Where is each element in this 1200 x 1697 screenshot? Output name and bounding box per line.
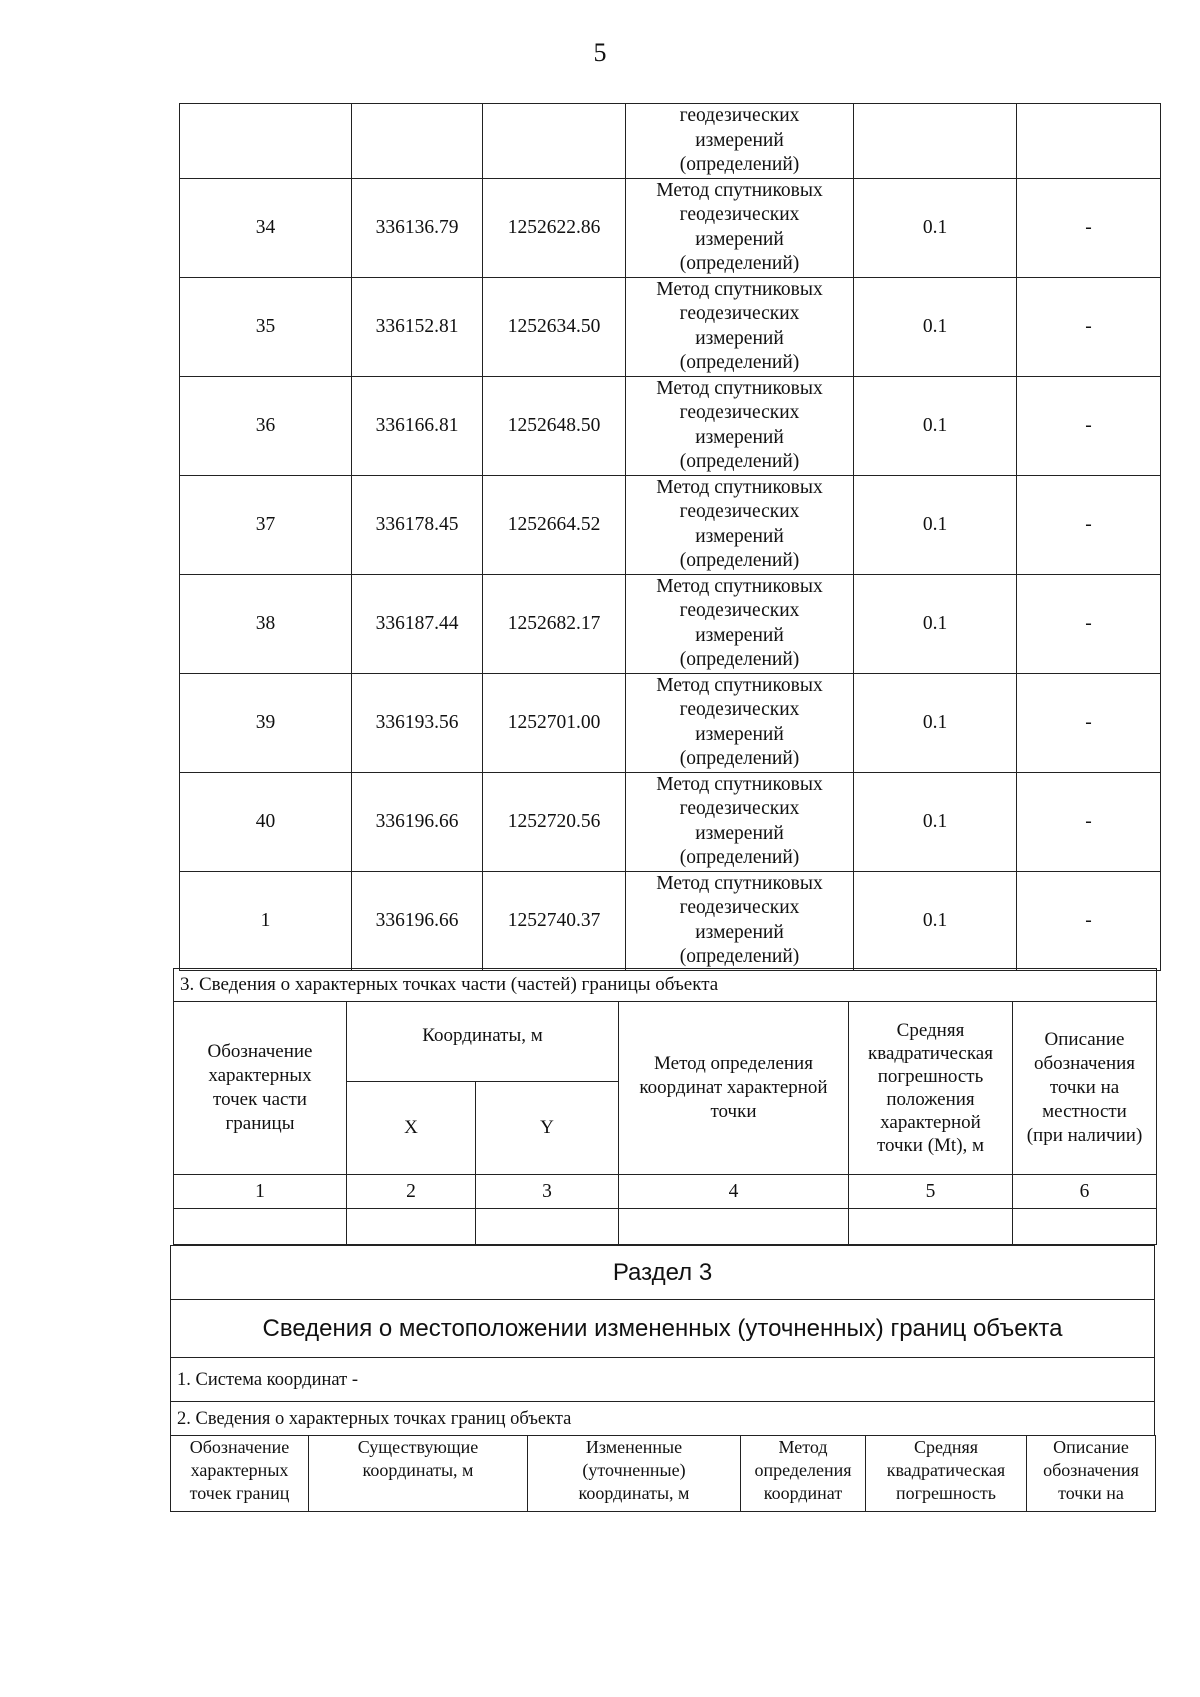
method-line: измерений (695, 327, 784, 349)
header-line: Средняя (896, 1020, 965, 1041)
header-line: точек границ (189, 1483, 290, 1503)
header-line: обозначения (1033, 1053, 1136, 1074)
cell-empty (180, 104, 352, 179)
y-coordinate-cell: 1252622.86 (483, 178, 626, 277)
points-section-title: 2. Сведения о характерных точках границ объекта (171, 1402, 1155, 1436)
method-cell (626, 673, 854, 772)
description-cell: - (1017, 871, 1161, 970)
y-coordinate-cell: 1252720.56 (483, 772, 626, 871)
header-line: Описание (1053, 1437, 1129, 1457)
header-designation (171, 1436, 309, 1512)
method-cell (626, 871, 854, 970)
table-row (180, 574, 1161, 673)
cell-empty (483, 104, 626, 179)
cell-empty (174, 1209, 347, 1245)
header-line: Существующие (357, 1437, 479, 1457)
header-line: координаты, м (362, 1460, 474, 1480)
point-id-cell: 36 (180, 376, 352, 475)
header-line: Средняя (913, 1437, 979, 1457)
cell-empty (854, 104, 1017, 179)
header-line: точки (Mt), м (876, 1135, 985, 1156)
point-id-cell: 37 (180, 475, 352, 574)
cell-empty (476, 1209, 619, 1245)
header-line: точки (710, 1101, 757, 1122)
method-line: Метод спутниковых (656, 575, 823, 597)
boundary-points-table (179, 103, 1161, 971)
accuracy-cell: 0.1 (854, 673, 1017, 772)
header-line: местности (1042, 1101, 1127, 1122)
accuracy-cell: 0.1 (854, 574, 1017, 673)
x-coordinate-cell: 336166.81 (352, 376, 483, 475)
header-line: положения (886, 1089, 975, 1110)
method-line: геодезических (679, 105, 800, 126)
section-subtitle: Сведения о местоположении измененных (уточненных) границ объекта (171, 1300, 1155, 1358)
description-cell: - (1017, 772, 1161, 871)
method-line: измерений (695, 426, 784, 448)
description-cell: - (1017, 673, 1161, 772)
method-line: геодезических (679, 204, 800, 225)
description-cell: - (1017, 376, 1161, 475)
method-cell (626, 574, 854, 673)
table-row (180, 673, 1161, 772)
column-number: 5 (849, 1175, 1013, 1209)
point-id-cell: 34 (180, 178, 352, 277)
column-number: 6 (1013, 1175, 1157, 1209)
header-line: Измененные (585, 1437, 683, 1457)
header-description (1013, 1002, 1157, 1175)
header-line: характерных (208, 1065, 312, 1086)
point-id-cell: 35 (180, 277, 352, 376)
table-row-continued (180, 104, 1161, 179)
y-coordinate-cell: 1252664.52 (483, 475, 626, 574)
method-line: геодезических (679, 699, 800, 720)
point-id-cell: 40 (180, 772, 352, 871)
header-existing-coordinates (309, 1436, 528, 1512)
accuracy-cell: 0.1 (854, 871, 1017, 970)
column-number: 4 (619, 1175, 849, 1209)
parts-section-title: 3. Сведения о характерных точках части (частей) границы объекта (174, 969, 1157, 1002)
cell-empty (347, 1209, 476, 1245)
method-line: (определений) (679, 946, 800, 967)
table-row (180, 277, 1161, 376)
method-line: Метод спутниковых (656, 278, 823, 300)
header-line: Обозначение (189, 1437, 290, 1457)
header-accuracy (849, 1002, 1013, 1175)
column-number: 1 (174, 1175, 347, 1209)
method-line: Метод спутниковых (656, 872, 823, 894)
accuracy-cell: 0.1 (854, 277, 1017, 376)
method-line: измерений (695, 624, 784, 646)
cell-empty (1013, 1209, 1157, 1245)
x-coordinate-cell: 336187.44 (352, 574, 483, 673)
method-line: (определений) (679, 154, 800, 175)
method-line: измерений (695, 921, 784, 943)
header-line: Обозначение (207, 1041, 313, 1062)
method-line: геодезических (679, 501, 800, 522)
header-description (1027, 1436, 1156, 1512)
header-line: характерных (190, 1460, 289, 1480)
cell-empty (619, 1209, 849, 1245)
header-method (741, 1436, 866, 1512)
table-row (180, 178, 1161, 277)
method-line: измерений (695, 525, 784, 547)
coordinate-system: 1. Система координат - (171, 1358, 1155, 1402)
header-designation (174, 1002, 347, 1175)
y-coordinate-cell: 1252682.17 (483, 574, 626, 673)
method-line: геодезических (679, 303, 800, 324)
header-line: точки на (1058, 1483, 1124, 1503)
y-coordinate-cell: 1252648.50 (483, 376, 626, 475)
x-coordinate-cell: 336196.66 (352, 871, 483, 970)
method-line: (определений) (679, 550, 800, 571)
header-line: квадратическая (868, 1043, 993, 1064)
method-line: (определений) (679, 352, 800, 373)
x-coordinate-cell: 336136.79 (352, 178, 483, 277)
method-line: измерений (695, 129, 784, 151)
method-line: Метод спутниковых (656, 179, 823, 201)
table-row (180, 871, 1161, 970)
method-cell (626, 178, 854, 277)
header-line: погрешность (877, 1066, 984, 1087)
x-coordinate-cell: 336193.56 (352, 673, 483, 772)
page-number: 5 (593, 38, 607, 67)
method-line: измерений (695, 723, 784, 745)
header-line: квадратическая (886, 1460, 1006, 1480)
method-line: Метод спутниковых (656, 773, 823, 795)
accuracy-cell: 0.1 (854, 178, 1017, 277)
header-coordinates: Координаты, м (347, 1002, 619, 1082)
method-line: геодезических (679, 402, 800, 423)
header-line: (при наличии) (1026, 1125, 1143, 1146)
changed-boundary-table (170, 1435, 1156, 1512)
header-method (619, 1002, 849, 1175)
header-x: X (347, 1082, 476, 1175)
description-cell: - (1017, 475, 1161, 574)
method-line: (определений) (679, 748, 800, 769)
accuracy-cell: 0.1 (854, 376, 1017, 475)
cell-empty (1017, 104, 1161, 179)
method-cell (626, 104, 854, 179)
accuracy-cell: 0.1 (854, 475, 1017, 574)
header-line: координаты, м (578, 1483, 690, 1503)
method-cell (626, 475, 854, 574)
method-line: геодезических (679, 600, 800, 621)
method-line: измерений (695, 822, 784, 844)
header-line: характерной (880, 1112, 981, 1133)
column-number: 3 (476, 1175, 619, 1209)
header-line: координат характерной (639, 1077, 828, 1098)
description-cell: - (1017, 277, 1161, 376)
y-coordinate-cell: 1252740.37 (483, 871, 626, 970)
method-cell (626, 376, 854, 475)
cell-empty (849, 1209, 1013, 1245)
method-line: геодезических (679, 897, 800, 918)
header-line: Описание (1044, 1029, 1125, 1050)
table-row (180, 376, 1161, 475)
cell-empty (352, 104, 483, 179)
method-line: (определений) (679, 253, 800, 274)
y-coordinate-cell: 1252701.00 (483, 673, 626, 772)
method-cell (626, 772, 854, 871)
x-coordinate-cell: 336196.66 (352, 772, 483, 871)
description-cell: - (1017, 574, 1161, 673)
header-line: границы (225, 1113, 295, 1134)
method-line: Метод спутниковых (656, 476, 823, 498)
method-line: Метод спутниковых (656, 674, 823, 696)
header-line: точек части (213, 1089, 307, 1110)
header-line: Метод определения (654, 1053, 813, 1074)
description-cell: - (1017, 178, 1161, 277)
header-line: координат (763, 1483, 843, 1503)
header-line: обозначения (1043, 1460, 1139, 1480)
header-line: определения (754, 1460, 852, 1480)
header-changed-coordinates (528, 1436, 741, 1512)
table-row (180, 475, 1161, 574)
y-coordinate-cell: 1252634.50 (483, 277, 626, 376)
accuracy-cell: 0.1 (854, 772, 1017, 871)
point-id-cell: 1 (180, 871, 352, 970)
header-y: Y (476, 1082, 619, 1175)
header-line: погрешность (895, 1483, 996, 1503)
razdel3-table (170, 1245, 1155, 1436)
header-line: Метод (778, 1437, 828, 1457)
method-line: измерений (695, 228, 784, 250)
method-line: (определений) (679, 451, 800, 472)
point-id-cell: 38 (180, 574, 352, 673)
point-id-cell: 39 (180, 673, 352, 772)
method-line: Метод спутниковых (656, 377, 823, 399)
x-coordinate-cell: 336178.45 (352, 475, 483, 574)
method-cell (626, 277, 854, 376)
method-line: (определений) (679, 847, 800, 868)
header-accuracy (866, 1436, 1027, 1512)
method-line: (определений) (679, 649, 800, 670)
table-row (180, 772, 1161, 871)
boundary-parts-table (173, 968, 1157, 1245)
method-line: геодезических (679, 798, 800, 819)
column-number: 2 (347, 1175, 476, 1209)
header-line: (уточненные) (582, 1460, 686, 1480)
header-line: точки на (1049, 1077, 1120, 1098)
section-heading: Раздел 3 (171, 1246, 1155, 1300)
x-coordinate-cell: 336152.81 (352, 277, 483, 376)
empty-row (174, 1209, 1157, 1245)
